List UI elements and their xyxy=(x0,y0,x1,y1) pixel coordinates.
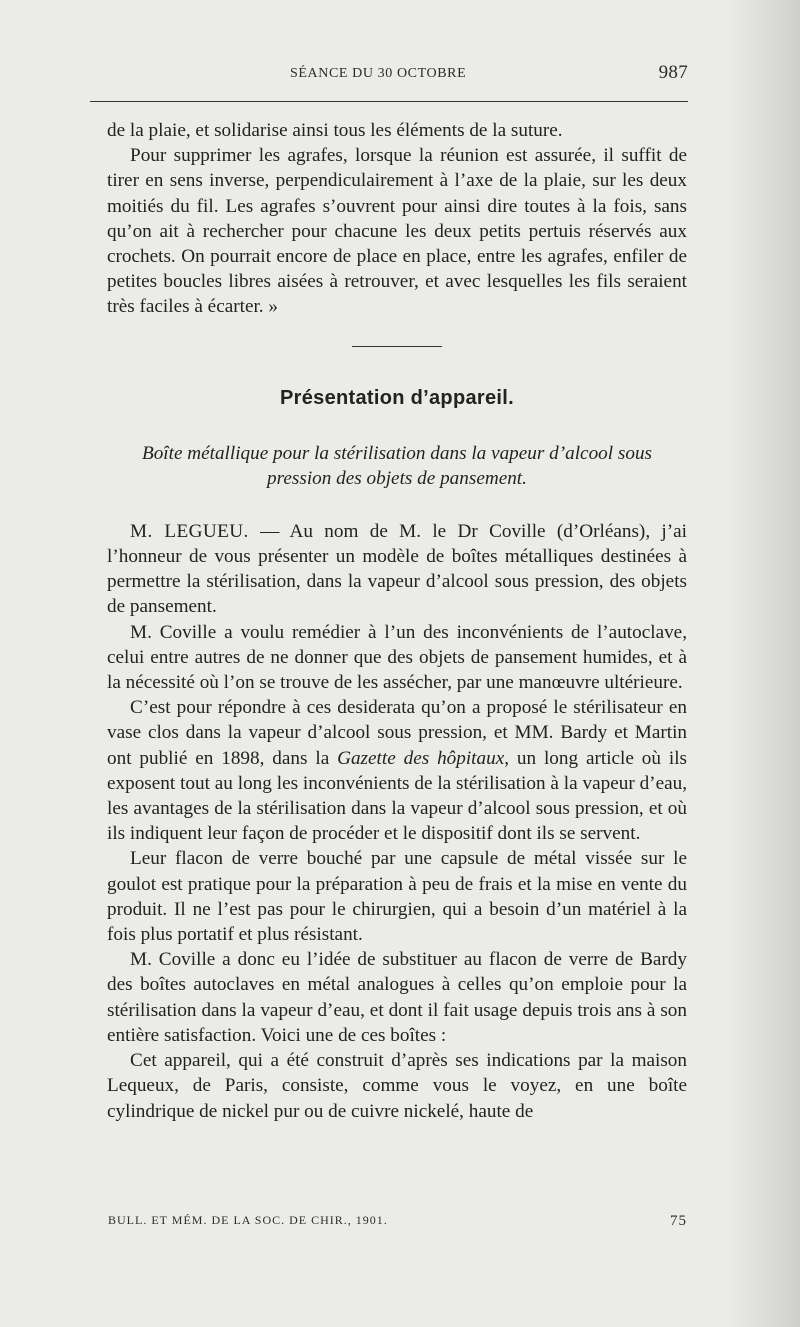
subtitle-line-1: Boîte métallique pour la stérilisation dans la vapeur d’alcool sous xyxy=(141,442,653,464)
footer-citation: BULL. ET MÉM. DE LA SOC. DE CHIR., 1901. xyxy=(108,1213,388,1227)
speaker-name: M. LEGUEU. xyxy=(130,520,249,542)
section-title: Présentation d’appareil. xyxy=(280,386,514,409)
paragraph-speaker xyxy=(107,519,687,620)
footer-signature: 75 xyxy=(670,1213,687,1229)
paragraph-desiderata xyxy=(107,695,687,846)
speaker-text: — Au nom de M. le Dr Coville (d’Orléans), j’ai l’honneur de vous présenter un modèle de boîtes métalliques destinées à permettre la stérilisation, dans la vapeur d’alcool sous pression, des objets de pansement. xyxy=(107,520,688,618)
paragraph-appareil: Cet appareil, qui a été construit d’après ses indications par la maison Lequeux, de Paris, consiste, comme vous le voyez, en une boîte cylindrique de nickel pur ou de cuivre nickelé, haute de xyxy=(107,1050,687,1122)
paragraph-flacon: Leur flacon de verre bouché par une capsule de métal vissée sur le goulot est pratique pour la préparation à peu de frais et la mise en vente du produit. Il ne l’est pas pour le chirurgien, qui a besoin d’un matériel à la fois plus portatif et plus résistant. xyxy=(107,848,687,946)
header-rule xyxy=(90,101,688,103)
subtitle xyxy=(107,441,687,491)
journal-title: Gazette des hôpitaux xyxy=(337,747,505,769)
article-body xyxy=(107,118,687,1124)
paragraph-continuation: de la plaie, et solidarise ainsi tous les éléments de la suture. xyxy=(107,120,563,141)
paragraph-desiderata-part-2: , un long article où ils exposent tout au long les inconvénients de la stérilisation à la vapeur d’eau, les avantages de la stérilisation dans la vapeur d’alcool sous pression, et où ils indiquent leur façon de procéder et le dispositif dont ils se servent. xyxy=(107,747,687,845)
page-number: 987 xyxy=(658,62,688,83)
paragraph-autoclave: M. Coville a voulu remédier à l’un des inconvénients de l’autoclave, celui entre autres de ne donner que des objets de pansement humides, et à la nécessité où l’on se trouve de les assécher, par une manœuvre ultérieure. xyxy=(107,621,687,694)
paragraph-substitution: M. Coville a donc eu l’idée de substituer au flacon de verre de Bardy des boîtes autoclaves en métal analogues à celles qu’on emploie pour la stérilisation dans la vapeur d’eau, et dont il fait usage depuis trois ans à son entière satisfaction. Voici une de ces boîtes : xyxy=(107,949,687,1046)
section-rule xyxy=(352,346,442,348)
running-head: SÉANCE DU 30 OCTOBRE xyxy=(290,66,467,81)
page-header xyxy=(90,62,688,90)
spacer xyxy=(107,491,687,519)
paragraph-desiderata-part-1: C’est pour répondre à ces desiderata qu’on a proposé le stérilisateur en vase clos dans la vapeur d’alcool sous pression, et MM. Bardy et Martin ont publié en 1898, dans la xyxy=(107,697,687,769)
paragraph-agrafes: Pour supprimer les agrafes, lorsque la réunion est assurée, il suffit de tirer en sens inverse, perpendiculairement à l’axe de la plaie, sur les deux moitiés du fil. Les agrafes s’ouvrent pour ainsi dire toutes à la fois, sans qu’on ait à rechercher pour chacune les deux petits pertuis réservés aux crochets. On pourrait encore de place en place, entre les agrafes, enfiler de petites boucles libres aisées à retrouver, et avec lesquelles les fils seraient très faciles à écarter. » xyxy=(107,145,687,318)
scan-edge-shadow xyxy=(728,0,800,1327)
subtitle-line-2: pression des objets de pansement. xyxy=(267,467,527,489)
